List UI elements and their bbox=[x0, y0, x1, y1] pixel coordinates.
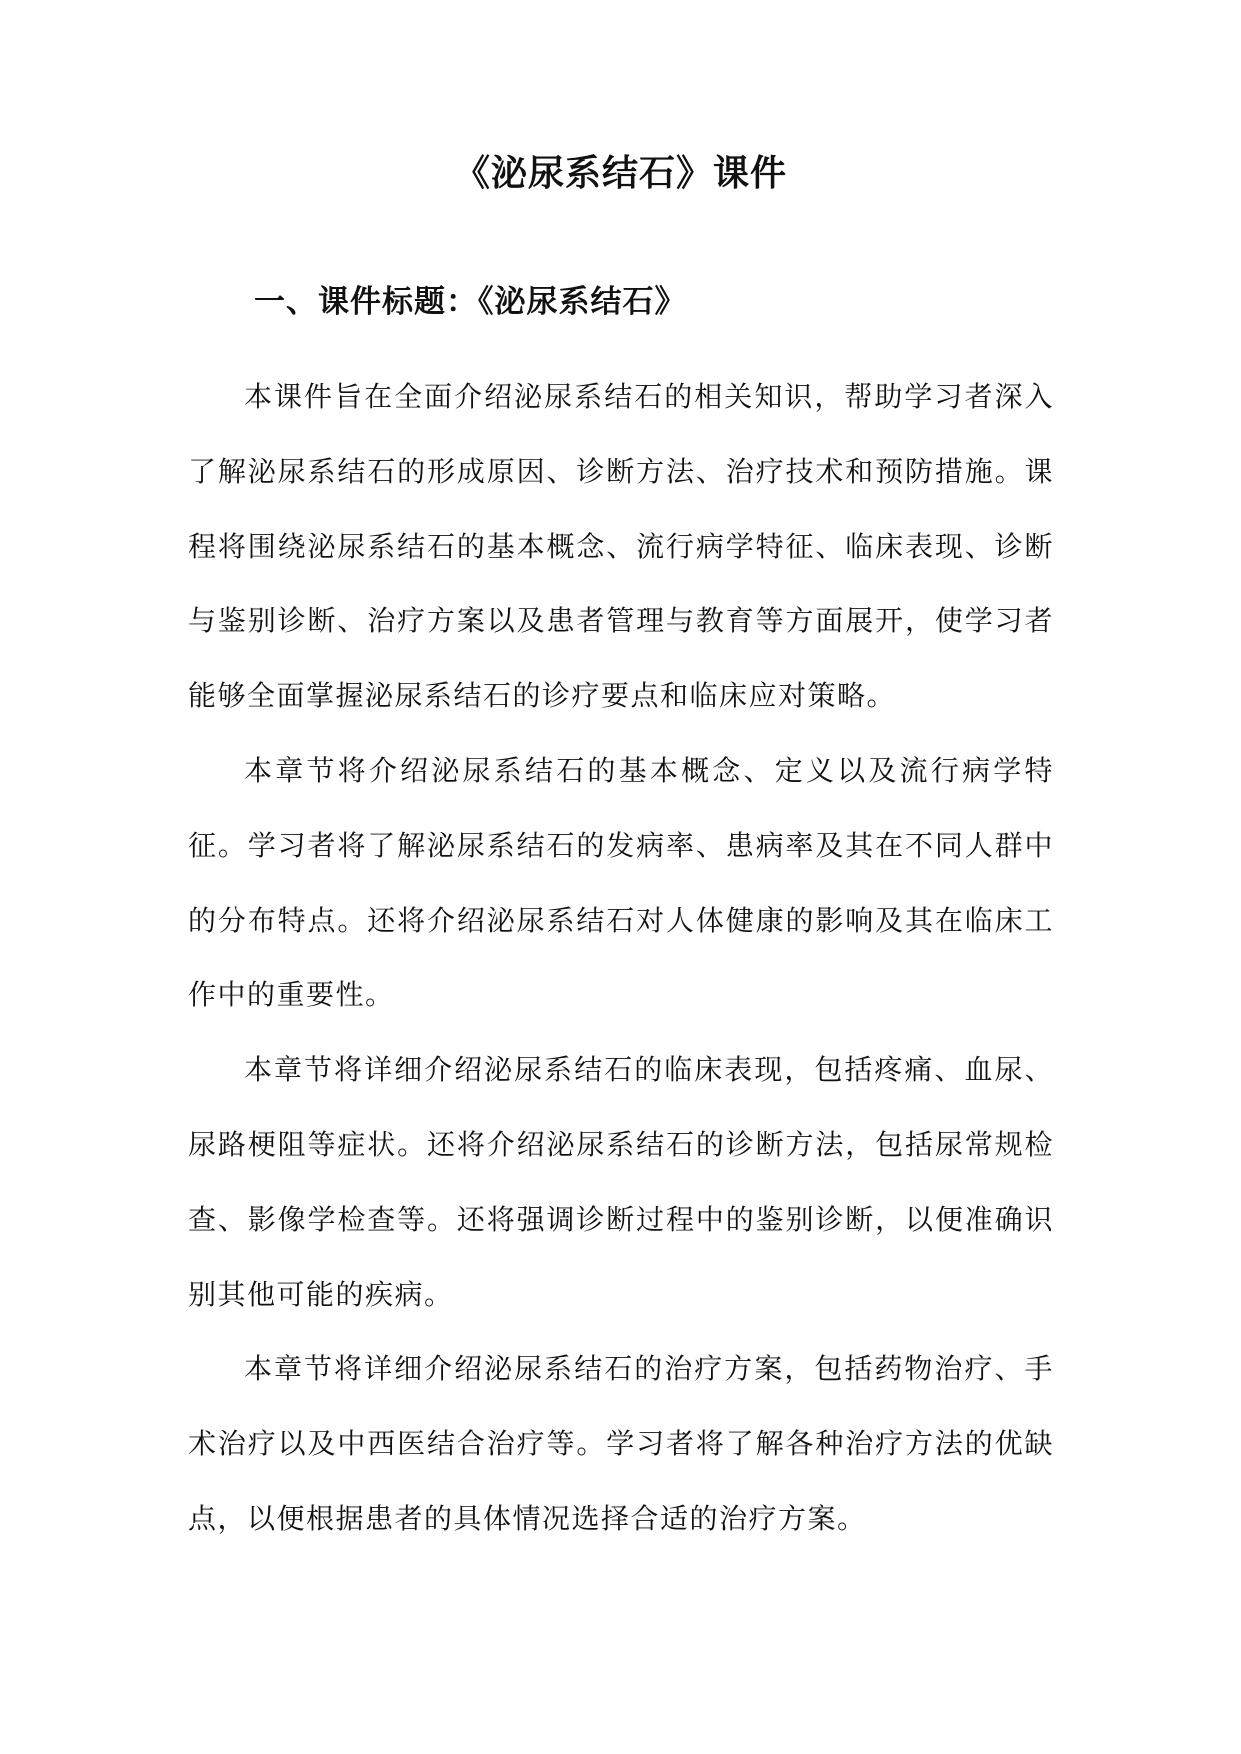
paragraph-treatment: 本章节将详细介绍泌尿系结石的治疗方案，包括药物治疗、手术治疗以及中西医结合治疗等。学习者将了解各种治疗方法的优缺点，以便根据患者的具体情况选择合适的治疗方案。 bbox=[188, 1352, 1054, 1535]
paragraph-intro: 本课件旨在全面介绍泌尿系结石的相关知识，帮助学习者深入了解泌尿系结石的形成原因、诊断方法、治疗技术和预防措施。课程将围绕泌尿系结石的基本概念、流行病学特征、临床表现、诊断与鉴别诊断、治疗方案以及患者管理与教育等方面展开，使学习者能够全面掌握泌尿系结石的诊疗要点和临床应对策略。 bbox=[188, 380, 1054, 713]
document-title: 《泌尿系结石》课件 bbox=[453, 153, 787, 194]
paragraph-epidemiology: 本章节将介绍泌尿系结石的基本概念、定义以及流行病学特征。学习者将了解泌尿系结石的发病率、患病率及其在不同人群中的分布特点。还将介绍泌尿系结石对人体健康的影响及其在临床工作中的重要性。 bbox=[188, 753, 1054, 1012]
section-heading: 一、课件标题：《泌尿系结石》 bbox=[254, 284, 687, 320]
paragraph-diagnosis: 本章节将详细介绍泌尿系结石的临床表现，包括疼痛、血尿、尿路梗阻等症状。还将介绍泌尿系结石的诊断方法，包括尿常规检查、影像学检查等。还将强调诊断过程中的鉴别诊断，以便准确识别其他可能的疾病。 bbox=[188, 1053, 1054, 1311]
document-body bbox=[188, 360, 1054, 1557]
